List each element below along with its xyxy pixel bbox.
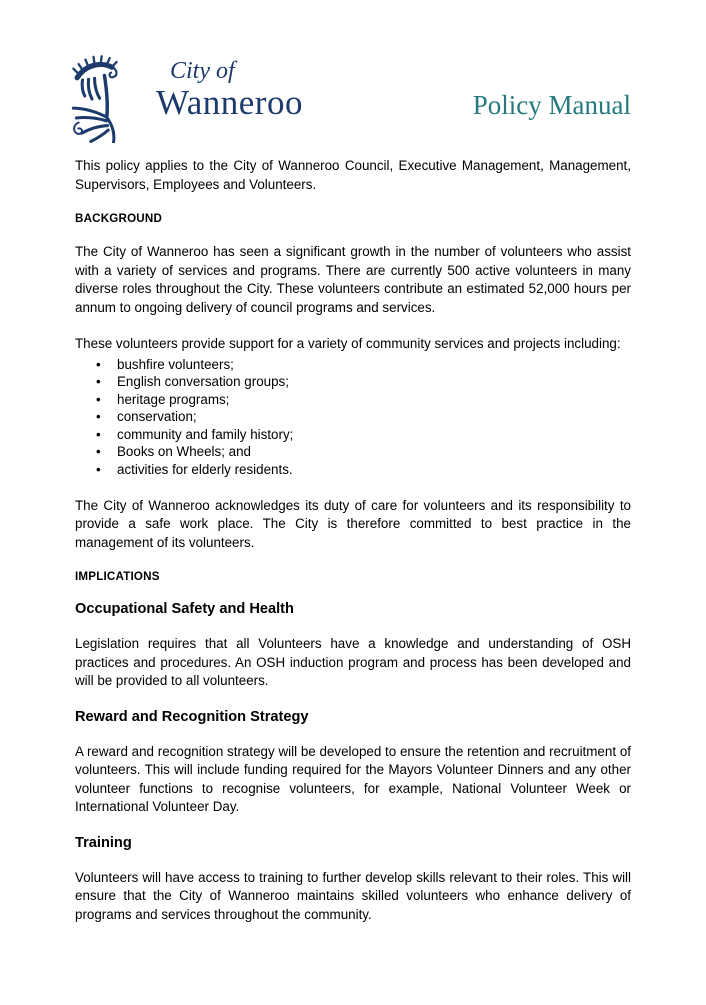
training-paragraph: Volunteers will have access to training to further develop skills relevant to their roles. This will ensure that the City of Wanneroo maintains skilled volunteers who enhance delivery of programs and services throughout the community. <box>75 869 631 922</box>
list-item: • Books on Wheels; and <box>117 443 631 461</box>
osh-paragraph: Legislation requires that all Volunteers have a knowledge and understanding of OSH practices and procedures. An OSH induction program and process has been developed and will be provided to all volunteers. <box>75 636 631 689</box>
list-item: • English conversation groups; <box>117 373 631 391</box>
section-heading-implications: IMPLICATIONS <box>75 570 160 584</box>
subheading-osh: Occupational Safety and Health <box>75 601 294 618</box>
logo-text <box>156 59 303 120</box>
background-paragraph-3: The City of Wanneroo acknowledges its duty of care for volunteers and its responsibility to provide a safe work place. The City is therefore committed to best practice in the management of its volunteers. <box>75 497 631 550</box>
reward-recognition-paragraph: A reward and recognition strategy will be developed to ensure the retention and recruitment of volunteers. This will include funding required for the Mayors Volunteer Dinners and any other volunteer functions to recognise volunteers, for example, National Volunteer Week or International Volunteer Day. <box>75 743 631 815</box>
page-title: Policy Manual <box>472 90 631 120</box>
background-paragraph-2: These volunteers provide support for a variety of community services and projects including: <box>75 336 621 351</box>
kangaroo-paw-icon <box>70 55 148 143</box>
list-item: • activities for elderly residents. <box>117 461 631 479</box>
volunteer-services-list <box>75 356 631 479</box>
section-heading-background: BACKGROUND <box>75 212 163 225</box>
document-header <box>75 55 631 147</box>
logo-wanneroo: Wanneroo <box>156 83 303 122</box>
background-paragraph-1: The City of Wanneroo has seen a significant growth in the number of volunteers who assist with a variety of services and programs. There are currently 500 active volunteers in many diverse roles throughout the City. These volunteers contribute an estimated 52,000 hours per annum to ongoing delivery of council programs and services. <box>75 244 631 315</box>
subheading-training: Training <box>75 834 132 851</box>
list-item: • conservation; <box>117 408 631 426</box>
list-item: • heritage programs; <box>117 391 631 409</box>
logo-city-of: City of <box>170 58 235 84</box>
list-item: • bushfire volunteers; <box>117 356 631 374</box>
subheading-reward-recognition: Reward and Recognition Strategy <box>75 708 309 725</box>
city-of-wanneroo-logo <box>70 55 303 143</box>
list-item: • community and family history; <box>117 426 631 444</box>
intro-paragraph: This policy applies to the City of Wanneroo Council, Executive Management, Management, Supervisors, Employees and Volunteers. <box>75 158 631 192</box>
